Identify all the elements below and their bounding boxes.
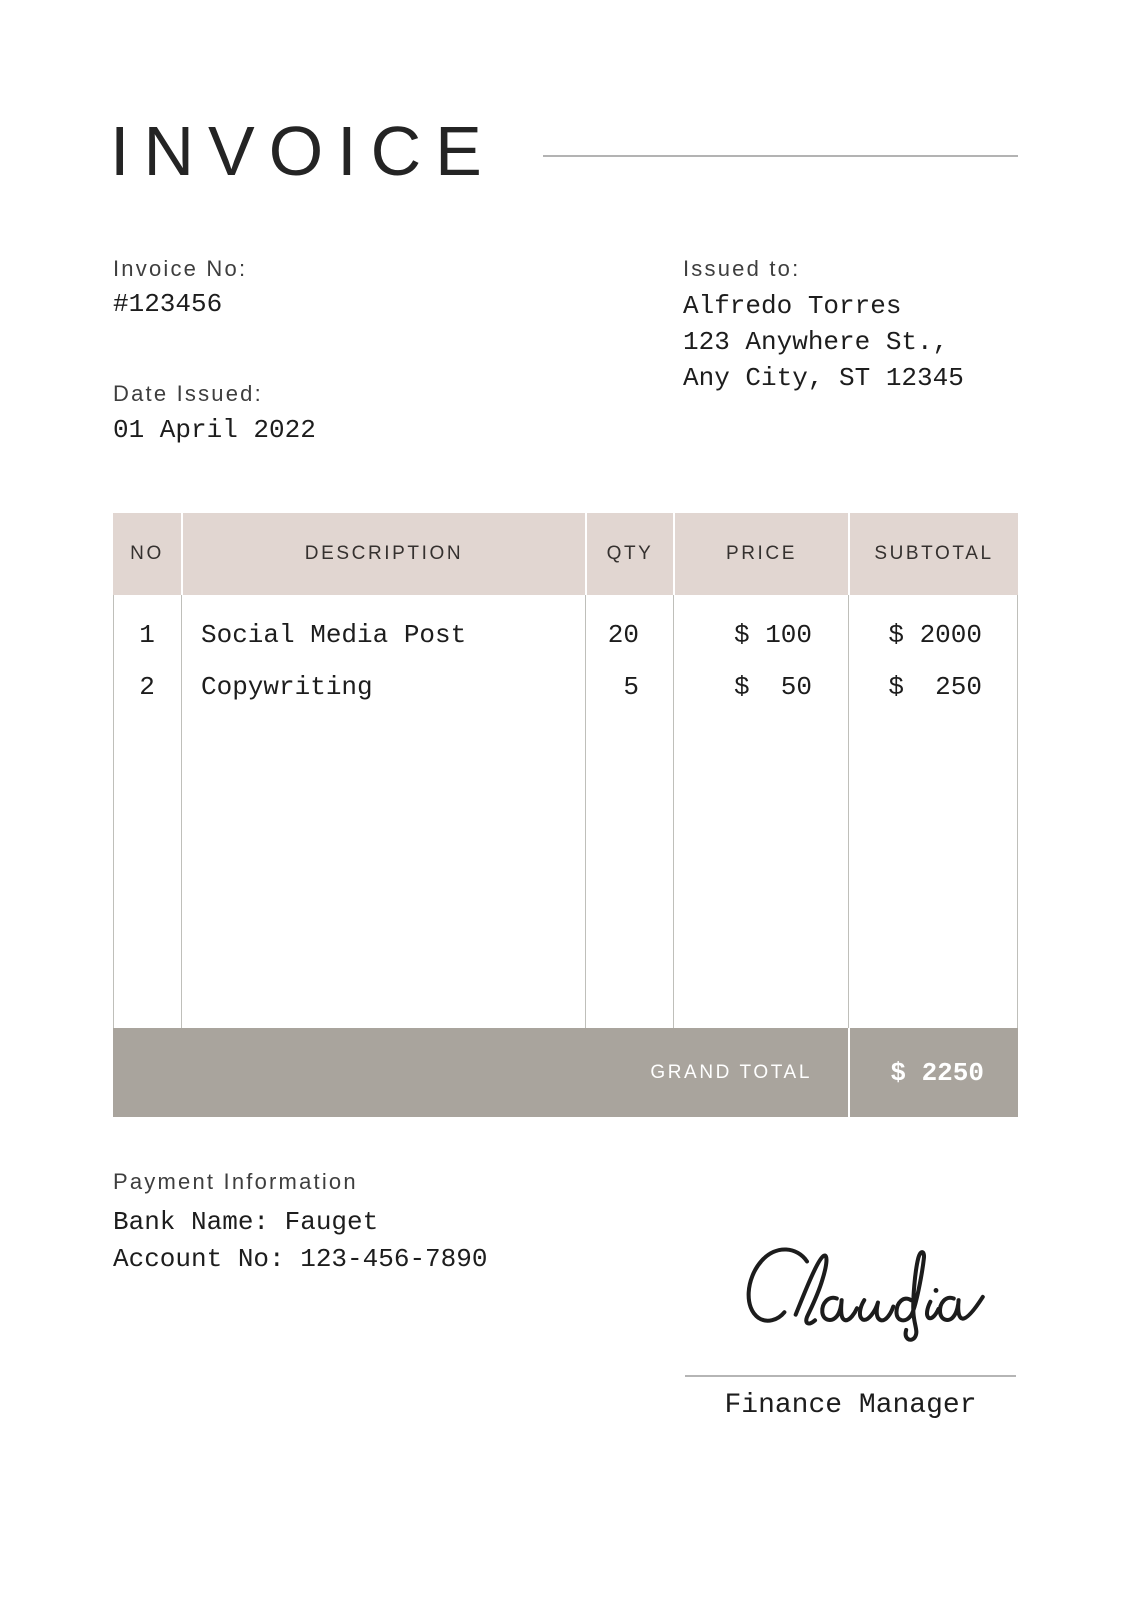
payment-information-heading: Payment Information (113, 1169, 358, 1194)
row1-description: Social Media Post (201, 620, 467, 650)
signature-claudia (736, 1242, 986, 1347)
line-items-table (113, 513, 1018, 1117)
col-header-no: NO (130, 543, 164, 564)
table-row (113, 661, 1018, 713)
row2-qty: 5 (623, 672, 639, 702)
col-header-qty: QTY (585, 513, 673, 595)
signature-line (685, 1375, 1016, 1377)
payment-bank-name: Bank Name: Fauget (113, 1207, 379, 1237)
row2-description: Copywriting (201, 672, 373, 702)
invoice-no-value: #123456 (113, 289, 223, 319)
issued-to-label: Issued to: (683, 256, 801, 281)
signature-stroke-u (860, 1300, 893, 1320)
signer-role: Finance Manager (724, 1390, 977, 1421)
signature-stroke-i (927, 1302, 938, 1318)
payment-account-no: Account No: 123-456-7890 (113, 1244, 488, 1274)
issued-to-address-line2: Any City, ST 12345 (683, 363, 964, 393)
row2-subtotal: $ 250 (888, 672, 982, 702)
col-header-subtotal: SUBTOTAL (848, 513, 1018, 595)
col-header-price: PRICE (673, 513, 848, 595)
row1-no: 1 (139, 620, 155, 650)
title-divider-line (543, 155, 1018, 157)
grand-total-value: $ 2250 (848, 1028, 1018, 1117)
invoice-no-label: Invoice No: (113, 256, 248, 281)
table-body (113, 595, 1018, 1028)
date-issued-label: Date Issued: (113, 381, 263, 406)
grand-total-label: GRAND TOTAL (650, 1061, 812, 1083)
page-title: INVOICE (110, 112, 496, 190)
signature-stroke-d (896, 1252, 924, 1340)
row1-qty: 20 (607, 620, 639, 650)
row1-price: $ 100 (733, 620, 812, 650)
table-row (113, 609, 1018, 661)
date-issued-value: 01 April 2022 (113, 415, 316, 445)
issued-to-address-line1: 123 Anywhere St., (683, 327, 949, 357)
signature-stroke-a1 (822, 1298, 857, 1320)
col-header-description: DESCRIPTION (181, 513, 585, 595)
signature-stroke-a2 (940, 1297, 983, 1320)
signature-i-dot (934, 1288, 939, 1293)
row2-no: 2 (139, 672, 155, 702)
row2-price: $ 50 (733, 672, 812, 702)
issued-to-name: Alfredo Torres (683, 291, 902, 321)
row1-subtotal: $ 2000 (888, 620, 982, 650)
grand-total-row (113, 1028, 1018, 1117)
table-header-row (113, 513, 1018, 595)
